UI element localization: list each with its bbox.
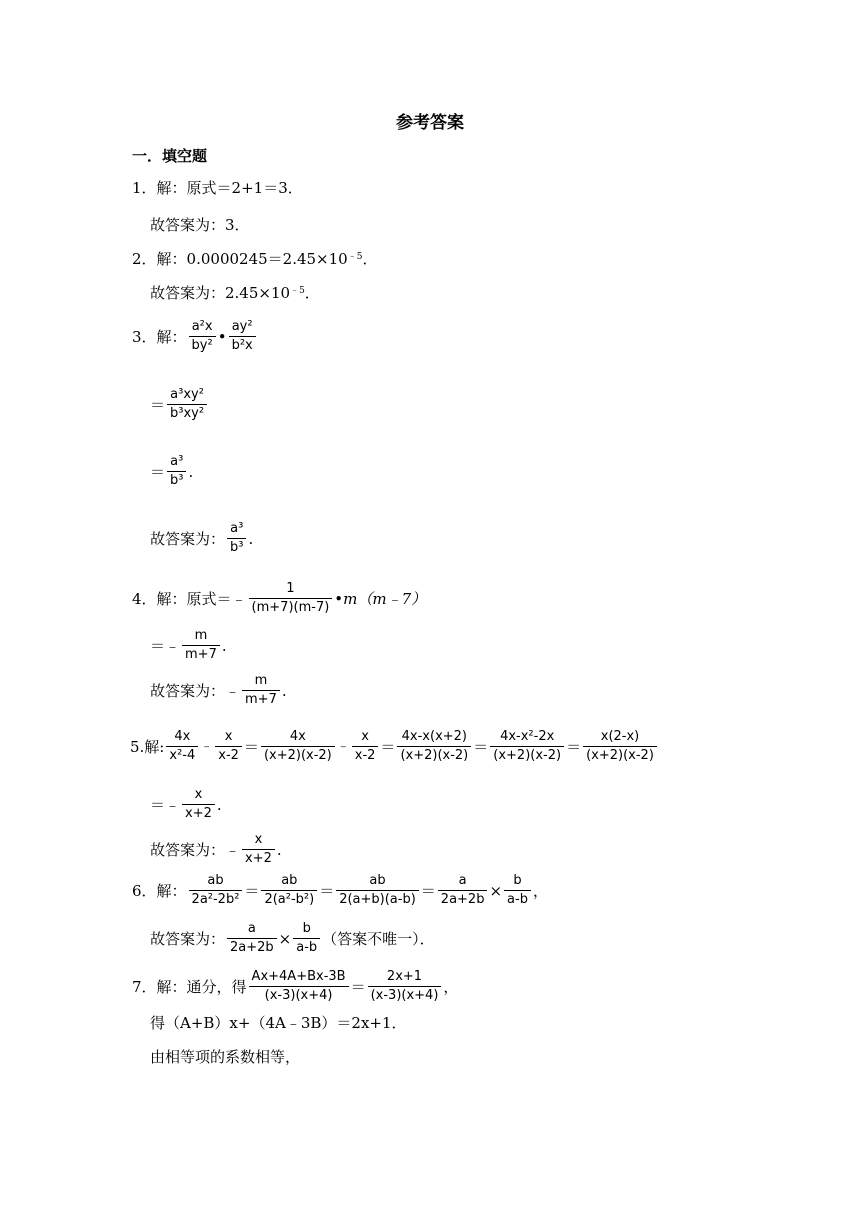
numerator: 4x-x²-2x (490, 728, 564, 747)
q4-line1 (132, 580, 426, 617)
denominator: (x-3)(x+4) (264, 988, 333, 1003)
q4-line2-prefix: ＝﹣ (150, 636, 181, 655)
q1-solution: 1．解：原式＝2+1＝3． (132, 179, 303, 197)
q4-fraction-1 (249, 580, 333, 617)
numerator: a³ (227, 520, 246, 539)
denominator: 2(a+b)(a-b) (339, 892, 416, 907)
q5-equals-2: ＝ (380, 737, 396, 756)
page-title: 参考答案 (396, 113, 464, 133)
q5-fraction-e (397, 728, 471, 765)
q6-answer-note: （答案不唯一）． (322, 929, 435, 948)
numerator: b (504, 872, 531, 891)
q4-answer-label: 故答案为：﹣ (150, 681, 241, 700)
denominator: (m+7)(m-7) (251, 600, 330, 615)
numerator: x (215, 728, 242, 747)
numerator: 2x+1 (368, 968, 442, 987)
denominator: 2a²-2b² (191, 892, 240, 907)
q3-answer-fraction (227, 520, 246, 557)
q6-fraction-a (189, 872, 243, 909)
q7-line1 (132, 968, 458, 1005)
denominator: by² (191, 338, 213, 353)
q5-equals-3: ＝ (473, 737, 489, 756)
q2-answer-text: 故答案为：2.45×10 (150, 284, 291, 302)
q6-answer-label: 故答案为： (150, 929, 226, 948)
q6-fraction-b (261, 872, 317, 909)
numerator: a³xy² (167, 386, 207, 405)
q5-equals: ＝ (243, 737, 259, 756)
q4-line2 (150, 627, 227, 664)
q3-fraction-1 (189, 318, 216, 355)
denominator: x-2 (218, 748, 239, 763)
q3-fraction-2 (229, 318, 256, 355)
denominator: x+2 (185, 806, 212, 821)
numerator: x(2-x) (583, 728, 657, 747)
q6-comma: ， (532, 881, 548, 900)
q7-label: 7．解：通分，得 (132, 977, 247, 996)
q5-minus: ﹣ (200, 738, 214, 754)
q4-answer-period: . (281, 681, 287, 700)
denominator: (x+2)(x-2) (493, 748, 562, 763)
q6-answer-fraction-2 (293, 920, 320, 957)
numerator: Ax+4A+Bx-3B (249, 968, 349, 987)
q6-label: 6．解： (132, 881, 187, 900)
q4-fraction-2 (182, 627, 220, 664)
q5-line2-prefix: ＝﹣ (150, 795, 181, 814)
numerator: a (438, 872, 488, 891)
q5-equals-4: ＝ (566, 737, 582, 756)
numerator: x (182, 786, 215, 805)
q4-tail: •m（m﹣7） (334, 589, 427, 608)
q5-period: . (216, 795, 222, 814)
q4-period: . (221, 636, 227, 655)
section-heading: 一．填空题 (132, 147, 208, 165)
denominator: m+7 (185, 647, 217, 662)
q2-solution (132, 249, 377, 269)
numerator: a (227, 920, 277, 939)
q5-fraction-c (261, 728, 335, 765)
numerator: a³ (167, 453, 186, 472)
q5-minus-2: ﹣ (336, 738, 350, 754)
q6-fraction-c (336, 872, 419, 909)
q7-line3: 由相等项的系数相等， (150, 1048, 301, 1066)
q6-equals: ＝ (244, 881, 260, 900)
q5-fraction-h (583, 728, 657, 765)
q5-answer (150, 831, 282, 868)
numerator: ab (189, 872, 243, 891)
denominator: b³ (230, 540, 244, 555)
q2-answer-period: ． (304, 284, 320, 302)
denominator: m+7 (245, 692, 277, 707)
q7-fraction-a (249, 968, 349, 1005)
q3-line3 (150, 453, 193, 490)
q6-fraction-d (438, 872, 488, 909)
numerator: ab (336, 872, 419, 891)
numerator: ay² (229, 318, 256, 337)
q3-equals-2: ＝ (150, 462, 166, 481)
q6-answer-fraction-1 (227, 920, 277, 957)
numerator: a²x (189, 318, 216, 337)
q3-label: 3．解： (132, 327, 187, 346)
denominator: b³ (170, 473, 184, 488)
numerator: 4x-x(x+2) (397, 728, 471, 747)
denominator: x-2 (354, 748, 376, 763)
denominator: b²x (231, 338, 253, 353)
numerator: x (352, 728, 379, 747)
numerator: m (182, 627, 220, 646)
q3-answer-label: 故答案为： (150, 529, 226, 548)
denominator: (x-3)(x+4) (370, 988, 439, 1003)
q6-fraction-e (504, 872, 531, 909)
q5-fraction-d (352, 728, 379, 765)
q3-dot: • (217, 327, 227, 346)
q3-fraction-4 (167, 453, 186, 490)
denominator: 2(a²-b²) (264, 892, 315, 907)
q2-solution-text: 2．解：0.0000245＝2.45×10 (132, 250, 348, 268)
q5-fraction-g (490, 728, 564, 765)
q6-line1 (132, 872, 548, 909)
denominator: 2a+2b (230, 940, 274, 955)
numerator: 1 (249, 580, 333, 599)
q1-answer: 故答案为：3． (150, 216, 250, 234)
numerator: 4x (261, 728, 335, 747)
q6-equals-3: ＝ (420, 881, 436, 900)
q2-exponent: ﹣5 (347, 252, 363, 262)
q6-answer (150, 920, 435, 957)
denominator: (x+2)(x-2) (586, 748, 654, 763)
q3-equals: ＝ (150, 395, 166, 414)
q6-equals-2: ＝ (319, 881, 335, 900)
q5-line2 (150, 786, 222, 823)
numerator: ab (261, 872, 317, 891)
q5-answer-label: 故答案为：﹣ (150, 840, 241, 859)
numerator: b (293, 920, 320, 939)
q2-answer-exponent: ﹣5 (290, 286, 305, 296)
q2-answer (150, 283, 320, 303)
denominator: a-b (296, 940, 318, 955)
q5-fraction-result (182, 786, 215, 823)
q3-answer (150, 520, 253, 557)
q6-times: × (489, 881, 503, 900)
q3-period: . (188, 462, 194, 481)
q3-line2 (150, 386, 209, 423)
denominator: (x+2)(x-2) (400, 748, 469, 763)
q5-label: 5.解: (130, 737, 165, 756)
denominator: a-b (507, 892, 528, 907)
q5-answer-fraction (242, 831, 275, 868)
q3-fraction-3 (167, 386, 207, 423)
q5-fraction-b (215, 728, 242, 765)
q7-equals: ＝ (350, 977, 366, 996)
q5-line1 (130, 728, 659, 765)
q4-answer (150, 672, 287, 709)
q3-answer-period: . (248, 529, 254, 548)
q6-answer-times: × (278, 929, 292, 948)
q5-fraction-a (166, 728, 198, 765)
denominator: 2a+2b (440, 892, 485, 907)
q2-period: ． (362, 250, 378, 268)
denominator: x+2 (245, 851, 272, 866)
q7-fraction-b (368, 968, 442, 1005)
q3-line1 (132, 318, 258, 355)
q5-answer-period: . (276, 840, 282, 859)
denominator: b³xy² (170, 406, 205, 421)
numerator: m (242, 672, 280, 691)
denominator: x²-4 (169, 748, 196, 763)
q4-answer-fraction (242, 672, 280, 709)
q4-label: 4．解：原式＝﹣ (132, 589, 247, 608)
q7-line2: 得（A+B）x+（4A﹣3B）＝2x+1． (150, 1014, 407, 1032)
numerator: 4x (166, 728, 198, 747)
numerator: x (242, 831, 275, 850)
denominator: (x+2)(x-2) (263, 748, 332, 763)
q7-comma: ， (443, 977, 459, 996)
